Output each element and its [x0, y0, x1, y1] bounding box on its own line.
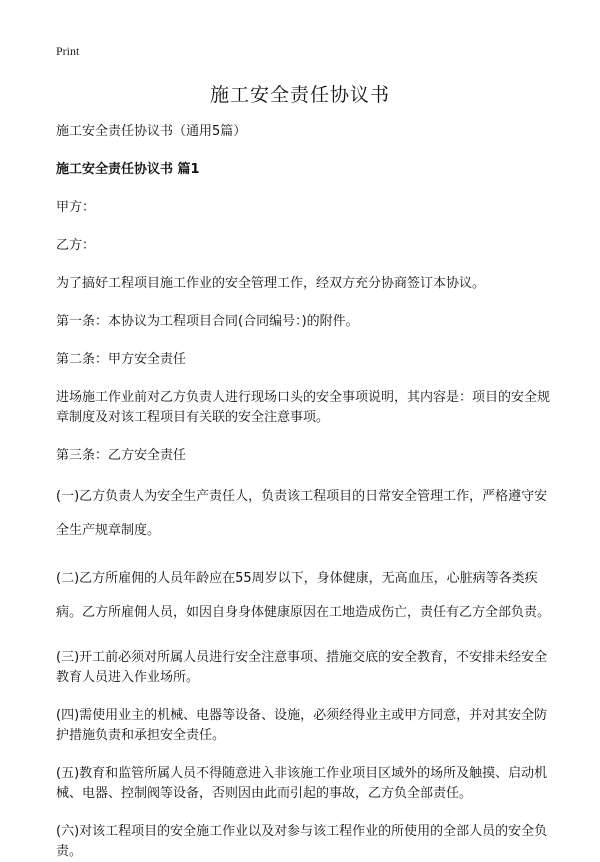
paragraph-2: 第二条：甲方安全责任 [56, 352, 187, 367]
section-heading: 施工安全责任协议书 篇1 [56, 162, 200, 177]
paragraph-9: (五)教育和监管所属人员不得随意进入非该施工作业项目区域外的场所及触摸、启动机械、电器、控制阀等设备，否则因由此而引起的事故，乙方负全部责任。 [56, 766, 548, 801]
paragraph-6: (二)乙方所雇佣的人员年龄应在55周岁以下，身体健康，无高血压，心脏病等各类疾病。乙方所雇佣人员，如因自身身体健康原因在工地造成伤亡，责任有乙方全部负责。 [56, 571, 551, 620]
party-a: 甲方： [56, 200, 96, 215]
paragraph-10: (六)对该工程项目的安全施工作业以及对参与该工程作业的所使用的全部人员的安全负责。 [56, 824, 548, 859]
document-body [56, 122, 552, 862]
paragraph-5: (一)乙方负责人为安全生产责任人，负责该工程项目的日常安全管理工作，严格遵守安全生产规章制度。 [56, 489, 548, 538]
paragraph-1: 第一条：本协议为工程项目合同(合同编号：)的附件。 [56, 314, 359, 329]
document-subtitle: 施工安全责任协议书（通用5篇） [56, 124, 247, 139]
document-title: 施工安全责任协议书 [209, 84, 390, 106]
paragraph-4: 第三条：乙方安全责任 [56, 448, 187, 463]
paragraph-3: 进场施工作业前对乙方负责人进行现场口头的安全事项说明，其内容是：项目的安全规章制度及对该工程项目有关联的安全注意事项。 [56, 390, 551, 425]
paragraph-7: (三)开工前必须对所属人员进行安全注意事项、措施交底的安全教育，不安排未经安全教育人员进入作业场所。 [56, 650, 548, 685]
paragraph-8: (四)需使用业主的机械、电器等设备、设施，必须经得业主或甲方同意，并对其安全防护措施负责和承担安全责任。 [56, 708, 548, 743]
paragraph-0: 为了搞好工程项目施工作业的安全管理工作，经双方充分协商签订本协议。 [56, 276, 486, 291]
print-label[interactable]: Print [56, 44, 80, 58]
party-b: 乙方： [56, 238, 96, 253]
